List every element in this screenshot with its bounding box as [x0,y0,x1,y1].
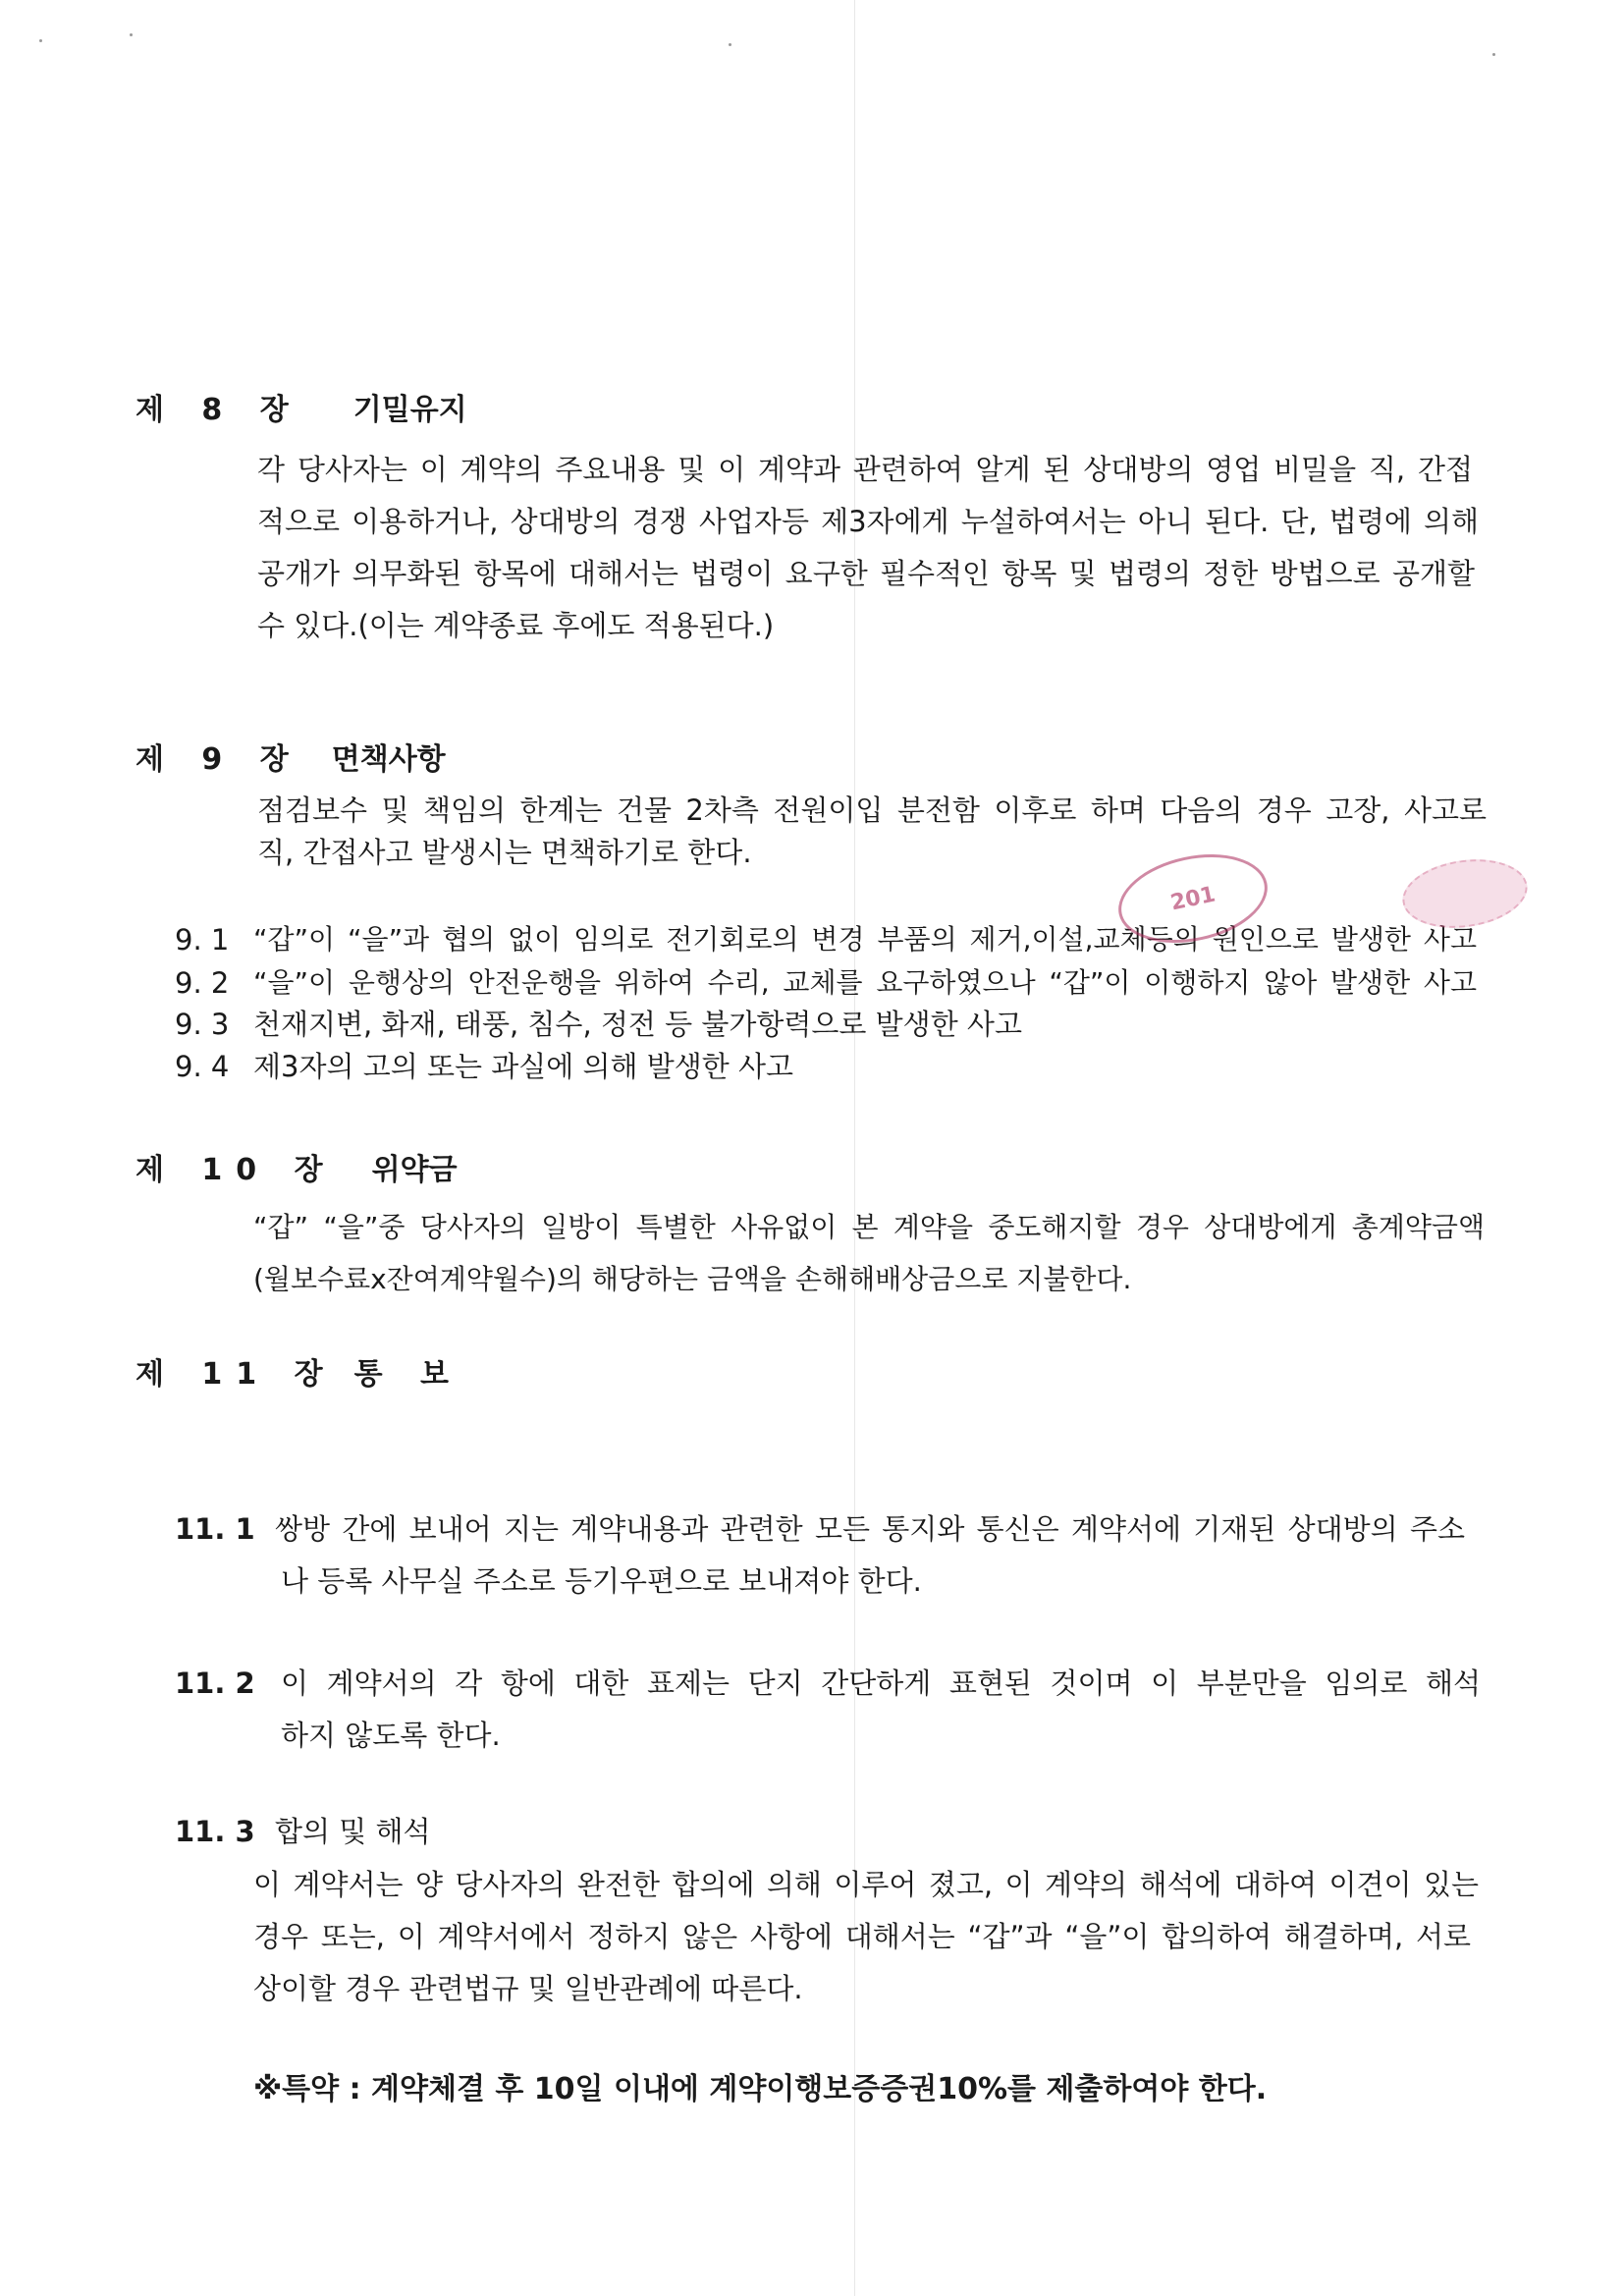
section-10-line: “갑” “을”중 당사자의 일방이 특별한 사유없이 본 계약을 중도해지할 경우 상대방에게 총계약금액 [253,1211,1485,1243]
section-11-item-line: 이 계약서의 각 항에 대한 표제는 단지 간단하게 표현된 것이며 이 부분만을 임의로 해석 [281,1667,1481,1700]
section-8-line: 공개가 의무화된 항목에 대해서는 법령이 요구한 필수적인 항목 및 법령의 정한 방법으로 공개할 [257,557,1475,590]
section-11-item-line: 나 등록 사무실 주소로 등기우편으로 보내져야 한다. [281,1564,922,1598]
section-number: 제 9 장 [135,742,302,777]
section-9-line: 직, 간접사고 발생시는 면책하기로 한다. [257,836,752,869]
section-9-item-number: 9. 1 [175,923,230,957]
section-9-heading [135,740,446,780]
section-8-line: 각 당사자는 이 계약의 주요내용 및 이 계약과 관련하여 알게 된 상대방의 영업 비밀을 직, 간접 [257,453,1473,486]
section-title: 통 보 [353,1357,463,1392]
section-title: 기밀유지 [352,393,467,427]
scan-speck [729,43,731,46]
section-10-line: (월보수료x잔여계약월수)의 해당하는 금액을 손해해배상금으로 지불한다. [253,1263,1132,1295]
section-number: 제 11 장 [135,1357,337,1392]
special-clause: ※특약 : 계약체결 후 10일 이내에 계약이행보증증권10%를 제출하여야 한다. [253,2072,1268,2106]
section-title: 위약금 [371,1153,458,1187]
section-9-item-text: 천재지변, 화재, 태풍, 침수, 정전 등 불가항력으로 발생한 사고 [253,1008,1022,1041]
section-9-line: 점검보수 및 책임의 한계는 건물 2차측 전원이입 분전함 이후로 하며 다음의 경우 고장, 사고로 [257,793,1487,827]
section-11-item-line: 하지 않도록 한다. [281,1719,501,1752]
section-11-item-line: 쌍방 간에 보내어 지는 계약내용과 관련한 모든 통지와 통신은 계약서에 기재된 상대방의 주소 [275,1512,1465,1546]
section-11-item-line: 경우 또는, 이 계약서에서 정하지 않은 사항에 대해서는 “갑”과 “을”이 합의하여 해결하며, 서로 [253,1920,1471,1953]
section-9-item-text: “을”이 운행상의 안전운행을 위하여 수리, 교체를 요구하였으나 “갑”이 이행하지 않아 발생한 사고 [253,966,1477,999]
scan-speck [130,33,133,36]
section-8-line: 적으로 이용하거나, 상대방의 경쟁 사업자등 제3자에게 누설하여서는 아니 된다. 단, 법령에 의해 [257,505,1479,538]
section-8-line: 수 있다.(이는 계약종료 후에도 적용된다.) [257,609,775,642]
section-title: 면책사항 [331,742,446,777]
section-9-item-text: 제3자의 고의 또는 과실에 의해 발생한 사고 [253,1050,793,1083]
stamp-text: 201 [1167,881,1218,916]
section-11-item-line: 상이할 경우 관련법규 및 일반관례에 따른다. [253,1972,803,2005]
section-number: 제 8 장 [135,393,302,427]
section-10-heading [135,1151,458,1190]
scan-speck [1492,53,1495,56]
section-9-item-number: 9. 4 [175,1050,230,1083]
section-8-heading [135,391,467,430]
section-11-item-number: 11. 3 [175,1815,255,1848]
section-9-item-number: 9. 3 [175,1008,230,1041]
section-11-item-number: 11. 1 [175,1512,255,1546]
section-11-item-line: 이 계약서는 양 당사자의 완전한 합의에 의해 이루어 졌고, 이 계약의 해석에 대하여 이견이 있는 [253,1868,1479,1901]
section-11-item-title: 합의 및 해석 [275,1815,431,1848]
scan-speck [39,39,42,42]
section-9-item-text: “갑”이 “을”과 협의 없이 임의로 전기회로의 변경 부품의 제거,이설,교체등의 원인으로 발생한 사고 [253,923,1477,956]
section-11-item-number: 11. 2 [175,1667,255,1700]
section-9-item-number: 9. 2 [175,966,230,1000]
section-number: 제 10 장 [135,1153,337,1187]
section-11-heading [135,1355,462,1394]
